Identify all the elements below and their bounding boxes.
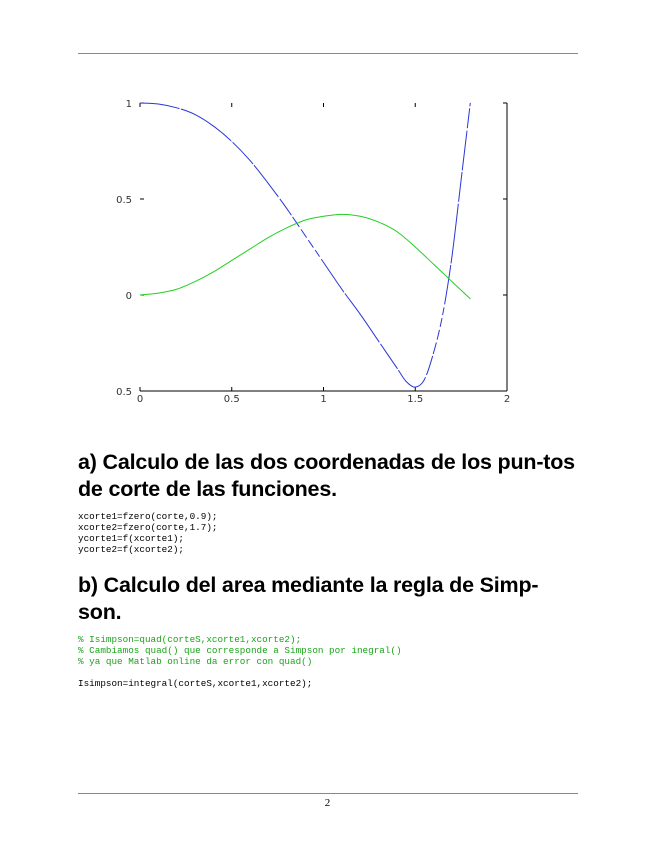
- series-point: [268, 237, 269, 238]
- series-point: [305, 235, 306, 236]
- series-point: [360, 216, 361, 217]
- code-line: xcorte2=fzero(corte,1.7);: [78, 522, 218, 533]
- series-point: [470, 103, 471, 104]
- series-point: [323, 216, 324, 217]
- function-plot: [100, 92, 520, 417]
- series-point: [140, 103, 141, 104]
- y-tick-label: 1: [125, 99, 132, 110]
- series-point: [433, 352, 434, 353]
- section-a-code: [78, 511, 217, 555]
- x-tick-label: 1.5: [407, 394, 424, 405]
- section-b-heading: b) Calculo del area mediante la regla de Simp-son.: [78, 573, 539, 624]
- series-point: [415, 387, 416, 388]
- x-tick-label: 0: [136, 394, 144, 405]
- series-point: [342, 289, 343, 290]
- code-line: ycorte2=f(xcorte2);: [78, 544, 185, 555]
- code-comment: % Cambiamos quad() que corresponde a Simpson por inegral(): [78, 645, 402, 656]
- series-point: [213, 272, 214, 273]
- series-point: [360, 314, 361, 315]
- series-point: [268, 183, 269, 184]
- section-a-heading: a) Calculo de las dos coordenadas de los pun-tos de corte de las funciones.: [78, 450, 575, 501]
- footer-rule: [78, 793, 578, 794]
- page-number: 2: [324, 797, 331, 809]
- code-line: ycorte1=f(xcorte1);: [78, 533, 185, 544]
- green-series-line: [140, 214, 470, 298]
- plot-series: [140, 103, 471, 388]
- series-point: [231, 260, 232, 261]
- series-point: [323, 262, 324, 263]
- code-comments: [78, 634, 402, 667]
- plot-axes: [116, 99, 510, 405]
- series-point: [378, 341, 379, 342]
- series-point: [213, 126, 214, 127]
- series-point: [415, 247, 416, 248]
- series-point: [287, 208, 288, 209]
- series-point: [195, 114, 196, 115]
- series-point: [195, 281, 196, 282]
- code-comment: % Isimpson=quad(corteS,xcorte1,xcorte2);: [78, 634, 302, 645]
- code-comment: % ya que Matlab online da error con quad(): [78, 656, 313, 667]
- series-point: [250, 160, 251, 161]
- x-tick-label: 1: [320, 394, 327, 405]
- series-point: [158, 104, 159, 105]
- series-point: [378, 222, 379, 223]
- series-point: [397, 231, 398, 232]
- series-point: [397, 368, 398, 369]
- series-point: [305, 220, 306, 221]
- series-point: [461, 180, 462, 181]
- x-tick-label: 2: [503, 394, 511, 405]
- series-point: [176, 108, 177, 109]
- blue-series-line: [140, 103, 470, 387]
- series-point: [442, 314, 443, 315]
- series-point: [452, 281, 453, 282]
- series-point: [250, 249, 251, 250]
- series-point: [140, 295, 141, 296]
- y-tick-label: 0: [125, 291, 132, 302]
- series-point: [433, 264, 434, 265]
- series-point: [158, 293, 159, 294]
- series-point: [452, 256, 453, 257]
- series-point: [231, 141, 232, 142]
- series-point: [470, 299, 471, 300]
- series-point: [424, 379, 425, 380]
- y-tick-label: 0.5: [116, 387, 132, 398]
- series-point: [342, 214, 343, 215]
- header-rule: [78, 53, 578, 54]
- code-line: Isimpson=integral(corteS,xcorte1,xcorte2);: [78, 678, 313, 689]
- y-tick-label: 0.5: [116, 195, 132, 206]
- section-b-code: [78, 634, 402, 689]
- series-point: [406, 381, 407, 382]
- x-tick-label: 0.5: [223, 394, 240, 405]
- code-line: xcorte1=fzero(corte,0.9);: [78, 511, 218, 522]
- series-point: [287, 228, 288, 229]
- series-point: [176, 289, 177, 290]
